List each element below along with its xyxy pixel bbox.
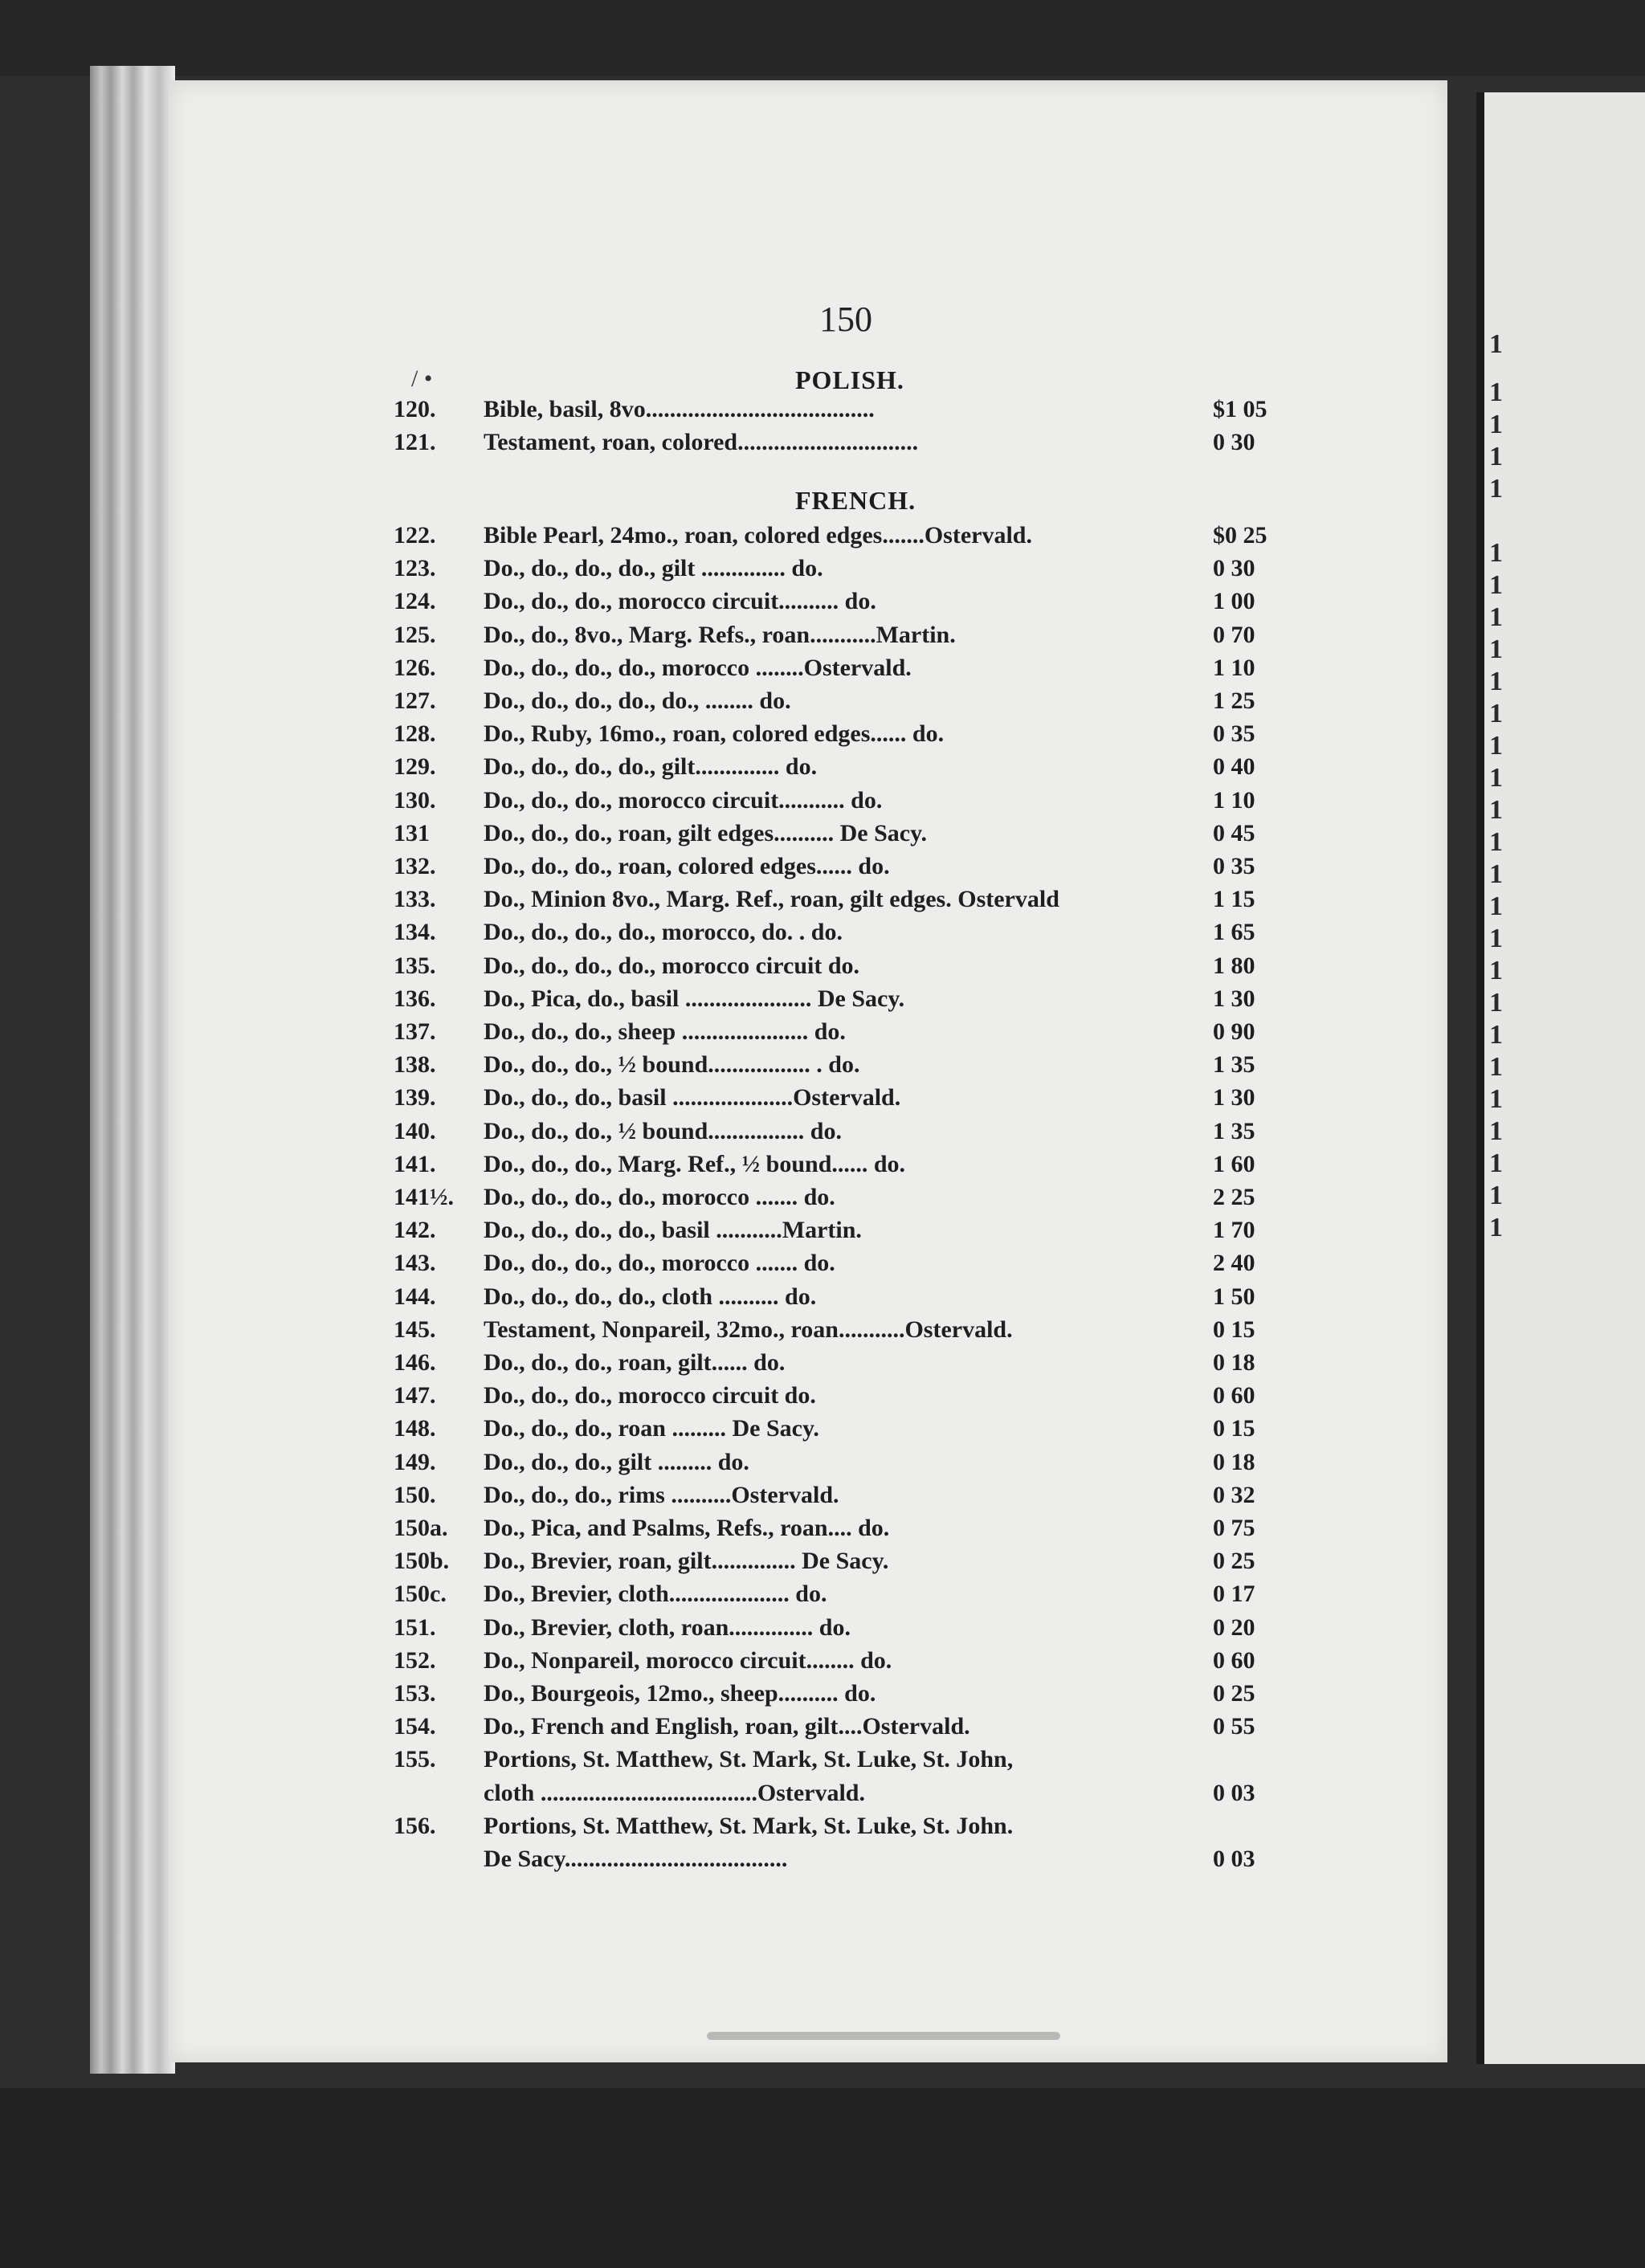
item-description: Do., do., do., do., gilt .............. do. — [484, 555, 823, 582]
list-item — [394, 1084, 1293, 1118]
facing-page-text: 1 — [1489, 988, 1503, 1018]
item-number: 130. — [394, 786, 436, 814]
item-description: Do., do., do., roan, colored edges...... do. — [484, 853, 890, 879]
list-item — [394, 886, 1293, 920]
item-number: 152. — [394, 1646, 436, 1674]
item-price: 0 60 — [1213, 1646, 1255, 1674]
facing-page-text: 1 — [1489, 699, 1503, 728]
facing-page-fragment — [1476, 92, 1645, 2064]
item-number: 135. — [394, 952, 436, 979]
list-item — [394, 1250, 1293, 1283]
list-item — [394, 820, 1293, 854]
item-price: 0 32 — [1213, 1481, 1255, 1508]
item-price: 0 90 — [1213, 1018, 1255, 1045]
list-item — [394, 919, 1293, 952]
list-item — [394, 1813, 1293, 1846]
item-description: Do., do., do., sheep ..................... do. — [484, 1018, 846, 1045]
item-description: Do., do., do., do., cloth .......... do. — [484, 1283, 817, 1310]
item-number: 137. — [394, 1018, 436, 1045]
item-description: cloth ....................................Ostervald. — [484, 1779, 865, 1806]
item-price: 0 15 — [1213, 1316, 1255, 1343]
list-item — [394, 985, 1293, 1019]
item-price: 0 17 — [1213, 1581, 1255, 1608]
list-item — [394, 687, 1293, 721]
item-description: Do., do., 8vo., Marg. Refs., roan...........Martin. — [484, 621, 956, 648]
item-description: Do., Brevier, cloth.................... do. — [484, 1581, 827, 1608]
item-price: 1 30 — [1213, 1084, 1255, 1112]
list-item — [394, 1548, 1293, 1581]
list-item — [394, 1118, 1293, 1152]
item-price: 0 45 — [1213, 819, 1255, 846]
item-price: 2 25 — [1213, 1184, 1255, 1210]
item-price: 1 60 — [1213, 1150, 1255, 1177]
item-description: Do., do., do., gilt ......... do. — [484, 1448, 749, 1475]
item-price: 1 50 — [1213, 1283, 1255, 1310]
item-description: Testament, roan, colored.............................. — [484, 429, 919, 456]
list-item — [394, 1382, 1293, 1416]
item-description: Do., do., do., morocco circuit.......... do. — [484, 588, 876, 615]
list-item — [394, 1283, 1293, 1317]
facing-page-text: 1 — [1489, 1116, 1503, 1146]
item-description: Do., do., do., do., morocco, do. . do. — [484, 919, 843, 946]
item-description: Do., do., do., do., morocco ....... do. — [484, 1250, 835, 1277]
facing-page-text: 1 — [1489, 1052, 1503, 1082]
list-item — [394, 1051, 1293, 1085]
bottom-smudge — [707, 2032, 1060, 2040]
facing-page-text: 1 — [1489, 891, 1503, 921]
item-description: Testament, Nonpareil, 32mo., roan...........Ostervald. — [484, 1316, 1013, 1343]
list-item — [394, 1515, 1293, 1548]
item-price: 0 40 — [1213, 753, 1255, 781]
item-number: 141. — [394, 1150, 436, 1177]
list-item — [394, 1316, 1293, 1350]
item-description: Do., do., do., roan ......... De Sacy. — [484, 1415, 819, 1442]
item-description: De Sacy..................................... — [484, 1846, 788, 1872]
item-number: 147. — [394, 1382, 436, 1409]
item-number: 140. — [394, 1117, 436, 1144]
list-item — [394, 1581, 1293, 1614]
item-description: Do., Brevier, cloth, roan.............. do. — [484, 1613, 851, 1641]
facing-page-text: 1 — [1489, 731, 1503, 761]
item-number: 129. — [394, 753, 436, 781]
item-number: 134. — [394, 919, 436, 946]
item-price: 1 10 — [1213, 654, 1255, 681]
item-price: 0 03 — [1213, 1846, 1255, 1872]
item-price: 0 03 — [1213, 1779, 1255, 1806]
item-description: Do., do., do., do., morocco circuit do. — [484, 952, 860, 979]
item-number: 136. — [394, 985, 436, 1012]
item-description: Do., do., do., ½ bound................. . do. — [484, 1051, 860, 1079]
item-number: 150. — [394, 1481, 436, 1508]
item-number: 126. — [394, 654, 436, 681]
item-price: 1 25 — [1213, 687, 1255, 714]
item-number: 139. — [394, 1084, 436, 1112]
item-price: 0 55 — [1213, 1713, 1255, 1740]
item-description: Do., do., do., roan, gilt edges.......... De Sacy. — [484, 819, 927, 846]
item-description: Do., do., do., do., morocco ........Ostervald. — [484, 654, 912, 681]
facing-page-text: 1 — [1489, 827, 1503, 857]
list-item — [394, 1846, 1293, 1879]
item-number: 141½. — [394, 1184, 454, 1210]
item-number: 154. — [394, 1713, 436, 1740]
item-price: 0 25 — [1213, 1680, 1255, 1707]
list-item — [394, 396, 1293, 430]
item-description: Do., do., do., rims ..........Ostervald. — [484, 1481, 839, 1508]
list-item — [394, 655, 1293, 688]
item-number: 124. — [394, 588, 436, 615]
margin-marks: / • — [411, 365, 433, 392]
item-price: 0 35 — [1213, 720, 1255, 748]
item-number: 138. — [394, 1051, 436, 1079]
list-item — [394, 853, 1293, 887]
item-price: 1 10 — [1213, 786, 1255, 814]
item-number: 155. — [394, 1746, 436, 1773]
item-description: Bible Pearl, 24mo., roan, colored edges.......Ostervald. — [484, 522, 1032, 549]
item-number: 144. — [394, 1283, 436, 1310]
book-page-edges — [90, 66, 175, 2074]
item-number: 151. — [394, 1613, 436, 1641]
facing-page-text: 1 — [1489, 377, 1503, 407]
item-number: 128. — [394, 720, 436, 748]
facing-page-text: 1 — [1489, 956, 1503, 985]
item-description: Portions, St. Matthew, St. Mark, St. Luke, St. John. — [484, 1812, 1014, 1839]
film-border-bottom — [0, 2088, 1645, 2268]
item-description: Do., Pica, do., basil ..................... De Sacy. — [484, 985, 905, 1012]
item-price: 1 70 — [1213, 1217, 1255, 1244]
item-price: 1 80 — [1213, 952, 1255, 979]
item-number: 122. — [394, 522, 436, 549]
facing-page-text: 1 — [1489, 602, 1503, 632]
item-number: 125. — [394, 621, 436, 648]
list-item — [394, 1349, 1293, 1383]
item-number: 150c. — [394, 1581, 447, 1608]
list-item — [394, 429, 1293, 463]
item-description: Do., Brevier, roan, gilt.............. De Sacy. — [484, 1548, 889, 1575]
list-item — [394, 522, 1293, 556]
list-item — [394, 787, 1293, 821]
item-description: Portions, St. Matthew, St. Mark, St. Luke, St. John, — [484, 1746, 1014, 1773]
item-number: 150a. — [394, 1515, 448, 1541]
item-number: 145. — [394, 1316, 436, 1343]
item-number: 149. — [394, 1448, 436, 1475]
item-price: 0 25 — [1213, 1548, 1255, 1575]
list-item — [394, 555, 1293, 589]
item-number: 127. — [394, 687, 436, 714]
item-description: Do., do., do., do., morocco ....... do. — [484, 1184, 835, 1210]
facing-page-text: 1 — [1489, 859, 1503, 889]
item-price: 1 15 — [1213, 886, 1255, 913]
list-item — [394, 588, 1293, 622]
section-heading: POLISH. — [795, 365, 904, 394]
item-price: 0 20 — [1213, 1613, 1255, 1641]
item-number: 121. — [394, 429, 436, 456]
item-price: 0 70 — [1213, 621, 1255, 648]
item-price: 0 35 — [1213, 853, 1255, 879]
list-item — [394, 1746, 1293, 1780]
facing-page-text: 1 — [1489, 442, 1503, 471]
item-description: Do., French and English, roan, gilt....Ostervald. — [484, 1713, 970, 1740]
film-border-top — [0, 0, 1645, 76]
item-price: 1 00 — [1213, 588, 1255, 615]
item-number: 133. — [394, 886, 436, 913]
item-price: 0 15 — [1213, 1415, 1255, 1442]
item-description: Do., do., do., ½ bound................ do. — [484, 1117, 842, 1144]
item-price: 0 60 — [1213, 1382, 1255, 1409]
facing-page-text: 1 — [1489, 1020, 1503, 1050]
list-item — [394, 1647, 1293, 1681]
item-description: Do., do., do., do., do., ........ do. — [484, 687, 791, 714]
item-price: 0 30 — [1213, 555, 1255, 582]
item-description: Do., Ruby, 16mo., roan, colored edges...... do. — [484, 720, 945, 748]
facing-page-text: 1 — [1489, 1213, 1503, 1242]
item-number: 148. — [394, 1415, 436, 1442]
item-description: Do., do., do., roan, gilt...... do. — [484, 1349, 786, 1376]
item-description: Do., do., do., do., basil ...........Martin. — [484, 1217, 862, 1244]
item-price: 0 18 — [1213, 1448, 1255, 1475]
item-description: Do., do., do., morocco circuit........... do. — [484, 786, 883, 814]
facing-page-text: 1 — [1489, 1148, 1503, 1178]
list-item — [394, 1151, 1293, 1185]
list-item — [394, 622, 1293, 655]
item-number: 156. — [394, 1812, 436, 1839]
facing-page-text: 1 — [1489, 1181, 1503, 1210]
item-number: 146. — [394, 1349, 436, 1376]
list-item — [394, 753, 1293, 787]
item-description: Do., do., do., basil ....................Ostervald. — [484, 1084, 901, 1112]
item-description: Do., Nonpareil, morocco circuit........ do. — [484, 1646, 892, 1674]
list-item — [394, 720, 1293, 754]
page-number: 150 — [819, 300, 872, 339]
item-description: Do., do., do., morocco circuit do. — [484, 1382, 816, 1409]
list-item — [394, 952, 1293, 986]
list-item — [394, 1680, 1293, 1714]
item-number: 153. — [394, 1680, 436, 1707]
item-number: 120. — [394, 396, 436, 422]
facing-page-text: 1 — [1489, 410, 1503, 439]
section-heading: FRENCH. — [795, 486, 916, 515]
item-price: 0 18 — [1213, 1349, 1255, 1376]
item-price: 0 75 — [1213, 1515, 1255, 1541]
item-price: 1 65 — [1213, 919, 1255, 946]
facing-page-text: 1 — [1489, 474, 1503, 504]
list-item — [394, 1018, 1293, 1052]
item-number: 150b. — [394, 1548, 450, 1575]
item-price: 0 30 — [1213, 429, 1255, 456]
item-price: $1 05 — [1213, 396, 1267, 422]
list-item — [394, 1184, 1293, 1218]
item-number: 131 — [394, 819, 430, 846]
list-item — [394, 1415, 1293, 1449]
list-item — [394, 1713, 1293, 1747]
facing-page-text: 1 — [1489, 667, 1503, 696]
item-price: 1 35 — [1213, 1117, 1255, 1144]
list-item — [394, 1614, 1293, 1648]
item-description: Do., do., do., do., gilt.............. do. — [484, 753, 818, 781]
facing-page-text: 1 — [1489, 570, 1503, 600]
list-item — [394, 1217, 1293, 1250]
item-number: 143. — [394, 1250, 436, 1277]
item-number: 123. — [394, 555, 436, 582]
list-item — [394, 1449, 1293, 1483]
item-number: 142. — [394, 1217, 436, 1244]
item-price: 1 30 — [1213, 985, 1255, 1012]
facing-page-text: 1 — [1489, 634, 1503, 664]
item-description: Do., Minion 8vo., Marg. Ref., roan, gilt edges. Ostervald — [484, 886, 1059, 913]
item-description: Bible, basil, 8vo...................................... — [484, 396, 875, 422]
item-description: Do., Bourgeois, 12mo., sheep.......... do. — [484, 1680, 876, 1707]
facing-page-text: 1 — [1489, 795, 1503, 825]
facing-page-text: 1 — [1489, 538, 1503, 568]
facing-page-text: 1 — [1489, 1084, 1503, 1114]
facing-page-text: 1 — [1489, 924, 1503, 953]
list-item — [394, 1780, 1293, 1813]
facing-page-text: 1 — [1489, 329, 1503, 359]
list-item — [394, 1482, 1293, 1515]
item-price: 2 40 — [1213, 1250, 1255, 1277]
item-price: $0 25 — [1213, 522, 1267, 549]
item-price: 1 35 — [1213, 1051, 1255, 1079]
item-description: Do., Pica, and Psalms, Refs., roan.... do. — [484, 1515, 890, 1541]
facing-page-text: 1 — [1489, 763, 1503, 793]
item-number: 132. — [394, 853, 436, 879]
item-description: Do., do., do., Marg. Ref., ½ bound...... do. — [484, 1150, 906, 1177]
